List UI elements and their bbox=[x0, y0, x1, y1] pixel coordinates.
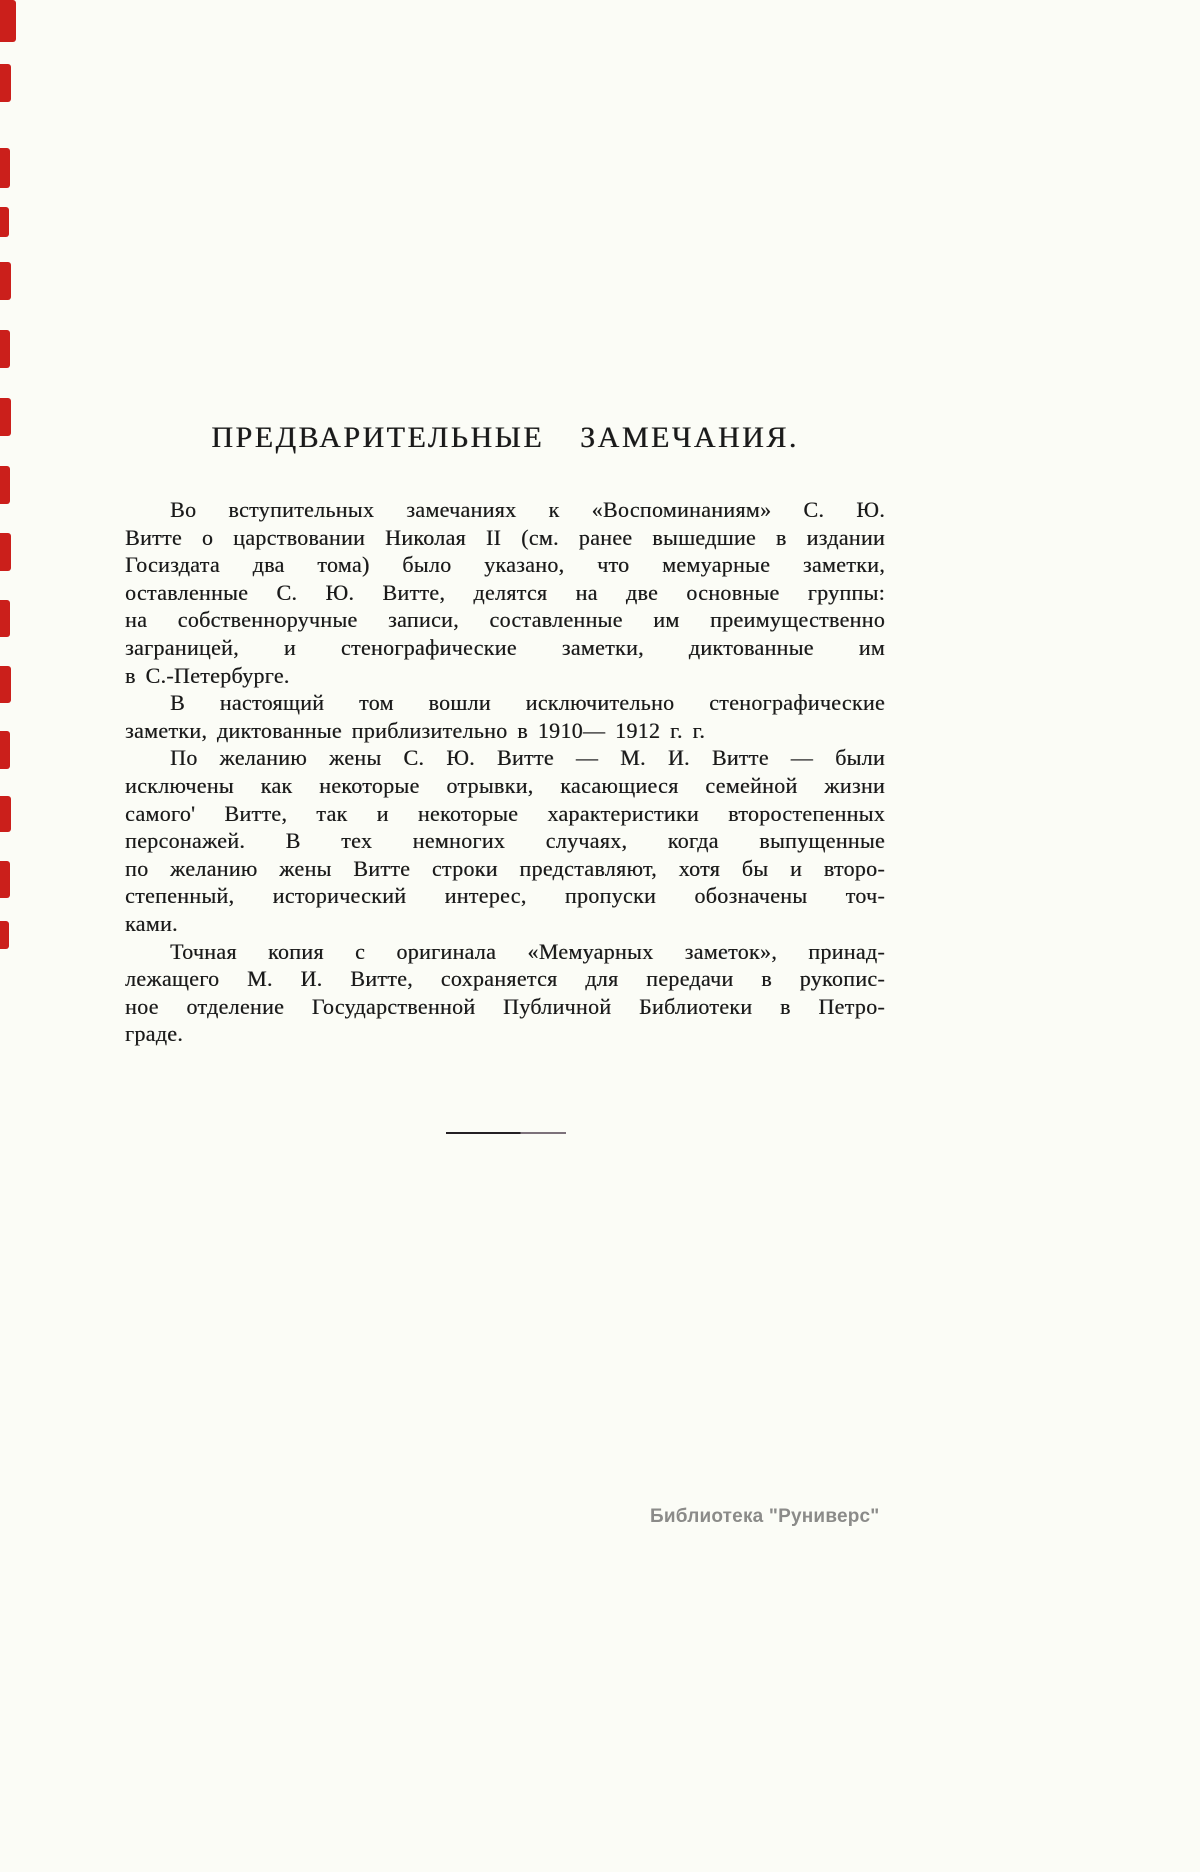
text-line: заграницей, и стенографические заметки, диктованные им bbox=[125, 634, 885, 660]
text-line: Госиздата два тома) было указано, что мемуарные заметки, bbox=[125, 552, 885, 578]
text-line: на собственноручные записи, составленные им преимущественно bbox=[125, 607, 885, 633]
red-edge-segment bbox=[0, 731, 10, 769]
text-line: Во вступительных замечаниях к «Воспоминаниям» С. Ю. bbox=[170, 497, 885, 522]
red-binding-edge bbox=[0, 0, 20, 1000]
red-edge-segment bbox=[0, 796, 11, 832]
red-edge-segment bbox=[0, 861, 10, 898]
text-line: по желанию жены Витте строки представляют, хотя бы и второ- bbox=[125, 855, 885, 881]
red-edge-segment bbox=[0, 666, 11, 703]
page-body-text bbox=[125, 496, 885, 1048]
red-edge-segment bbox=[0, 330, 10, 368]
red-edge-segment bbox=[0, 466, 10, 504]
red-edge-segment bbox=[0, 0, 16, 42]
red-edge-segment bbox=[0, 262, 11, 300]
text-line: По желанию жены С. Ю. Витте — М. И. Витте — были bbox=[170, 745, 885, 771]
red-edge-segment bbox=[0, 398, 11, 436]
text-line: лежащего М. И. Витте, сохраняется для передачи в рукопис- bbox=[125, 966, 885, 992]
text-line: ное отделение Государственной Публичной Библиотеки в Петро- bbox=[125, 993, 885, 1019]
text-line: оставленные С. Ю. Витте, делятся на две основные группы: bbox=[125, 579, 885, 605]
text-line: В настоящий том вошли исключительно стенографические bbox=[170, 690, 885, 716]
red-edge-segment bbox=[0, 533, 11, 571]
text-line: исключены как некоторые отрывки, касающиеся семейной жизни bbox=[125, 772, 885, 798]
text-line: персонажей. В тех немногих случаях, когда выпущенные bbox=[125, 828, 885, 854]
library-watermark: Библиотека "Руниверс" bbox=[650, 1506, 880, 1527]
text-line: Точная копия с оригинала «Мемуарных заметок», принад- bbox=[170, 938, 885, 964]
text-line: заметки, диктованные приблизительно в 1910— 1912 г. г. bbox=[125, 717, 706, 743]
red-edge-segment bbox=[0, 64, 11, 102]
section-divider bbox=[446, 1132, 566, 1134]
red-edge-segment bbox=[0, 207, 9, 237]
text-line: граде. bbox=[125, 1021, 184, 1047]
text-line: в С.-Петербурге. bbox=[125, 662, 290, 688]
text-line: Витте о царствовании Николая II (см. ранее вышедшие в издании bbox=[125, 524, 885, 550]
red-edge-segment bbox=[0, 921, 9, 949]
text-line: степенный, исторический интерес, пропуски обозначены точ- bbox=[125, 883, 885, 909]
text-line: ками. bbox=[125, 910, 178, 936]
red-edge-segment bbox=[0, 600, 10, 637]
page-title: ПРЕДВАРИТЕЛЬНЫЕ ЗАМЕЧАНИЯ. bbox=[211, 421, 799, 454]
red-edge-segment bbox=[0, 148, 10, 188]
text-line: самого' Витте, так и некоторые характеристики второстепенных bbox=[125, 800, 885, 826]
